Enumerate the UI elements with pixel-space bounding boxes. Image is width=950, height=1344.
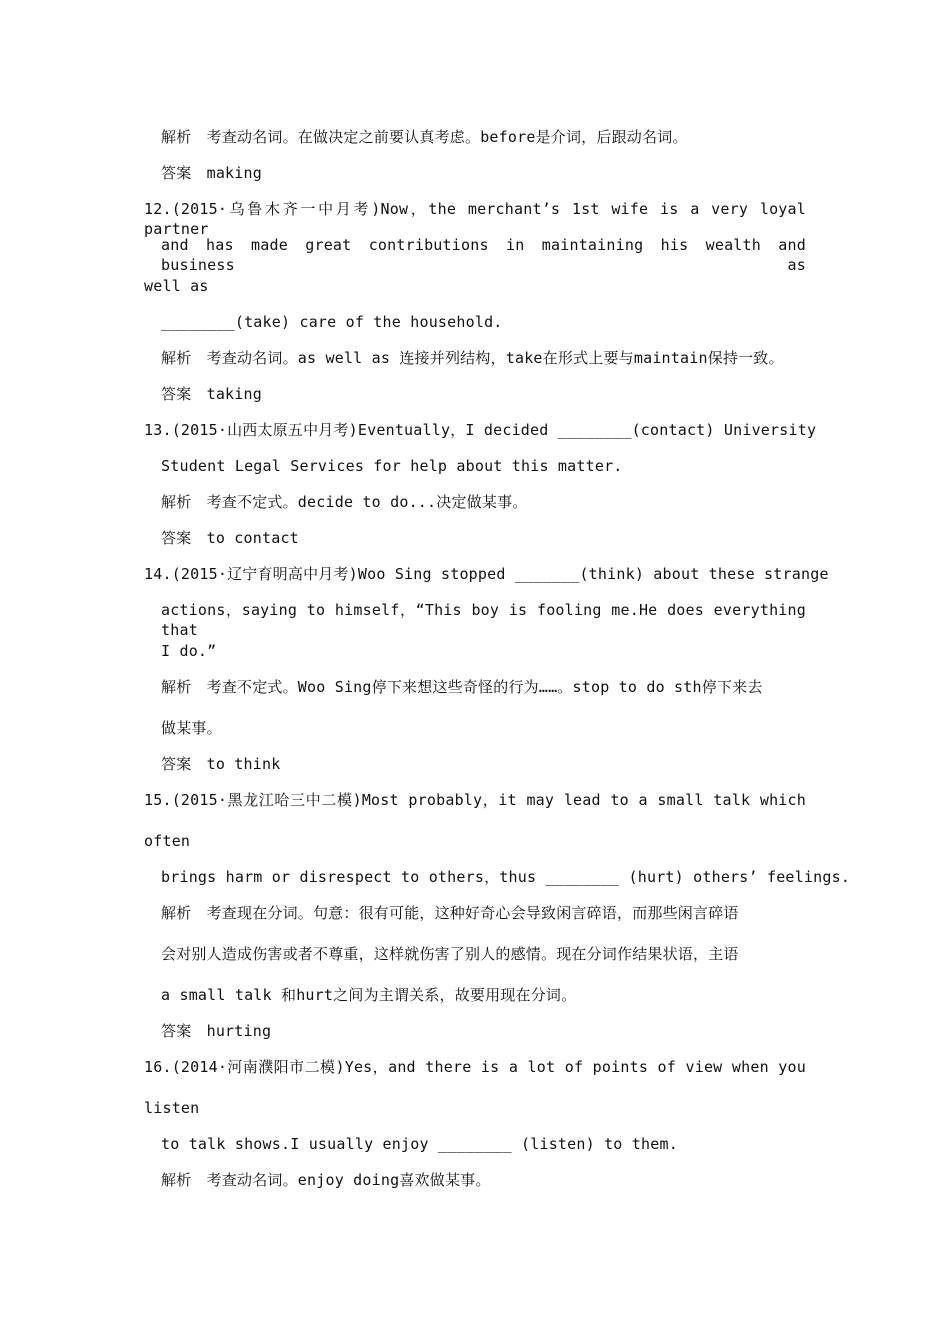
question-14-line-2: actions，saying to himself，“This boy is fooling me.He does everything that [161,601,806,639]
analysis-12: 解析 考查动名词。as well as 连接并列结构，take在形式上要与maintain保持一致。 [161,349,784,367]
analysis-14-line-1: 解析 考查不定式。Woo Sing停下来想这些奇怪的行为……。stop to do sth停下来去 [161,678,763,696]
question-12-line-1: 12.(2015·乌鲁木齐一中月考)Now，the merchant’s 1st wife is a very loyal partner [144,200,806,238]
question-16-line-3: to talk shows.I usually enjoy ________ (listen) to them. [161,1135,678,1153]
question-12-line-3: well as [144,277,209,295]
analysis-13: 解析 考查不定式。decide to do...决定做某事。 [161,493,528,511]
answer-11: 答案 making [161,164,262,182]
answer-15: 答案 hurting [161,1022,272,1040]
analysis-15-line-1: 解析 考查现在分词。句意：很有可能，这种好奇心会导致闲言碎语，而那些闲言碎语 [161,904,739,922]
question-12-line-4: ________(take) care of the household. [161,313,503,331]
question-13-line-1: 13.(2015·山西太原五中月考)Eventually，I decided ________(contact) University [144,421,817,439]
question-15-line-2: often [144,832,191,850]
question-16-line-1: 16.(2014·河南濮阳市二模)Yes，and there is a lot of points of view when you [144,1058,806,1076]
question-13-line-2: Student Legal Services for help about this matter. [161,457,623,475]
question-14-line-3: I do.” [161,642,217,660]
analysis-16: 解析 考查动名词。enjoy doing喜欢做某事。 [161,1171,491,1189]
analysis-15-line-3: a small talk 和hurt之间为主谓关系，故要用现在分词。 [161,986,577,1004]
question-15-line-3: brings harm or disrespect to others，thus ________ (hurt) others’ feelings. [161,868,851,886]
answer-13: 答案 to contact [161,529,299,547]
question-12-line-2: and has made great contributions in maintaining his wealth and business as [161,236,806,274]
question-14-line-1: 14.(2015·辽宁育明高中月考)Woo Sing stopped _______(think) about these strange [144,565,829,583]
analysis-11: 解析 考查动名词。在做决定之前要认真考虑。before是介词，后跟动名词。 [161,128,688,146]
analysis-15-line-2: 会对别人造成伤害或者不尊重，这样就伤害了别人的感情。现在分词作结果状语，主语 [161,945,739,963]
question-15-line-1: 15.(2015·黑龙江哈三中二模)Most probably，it may lead to a small talk which [144,791,806,809]
answer-14: 答案 to think [161,755,281,773]
analysis-14-line-2: 做某事。 [161,719,222,737]
answer-12: 答案 taking [161,385,262,403]
question-16-line-2: listen [144,1099,200,1117]
